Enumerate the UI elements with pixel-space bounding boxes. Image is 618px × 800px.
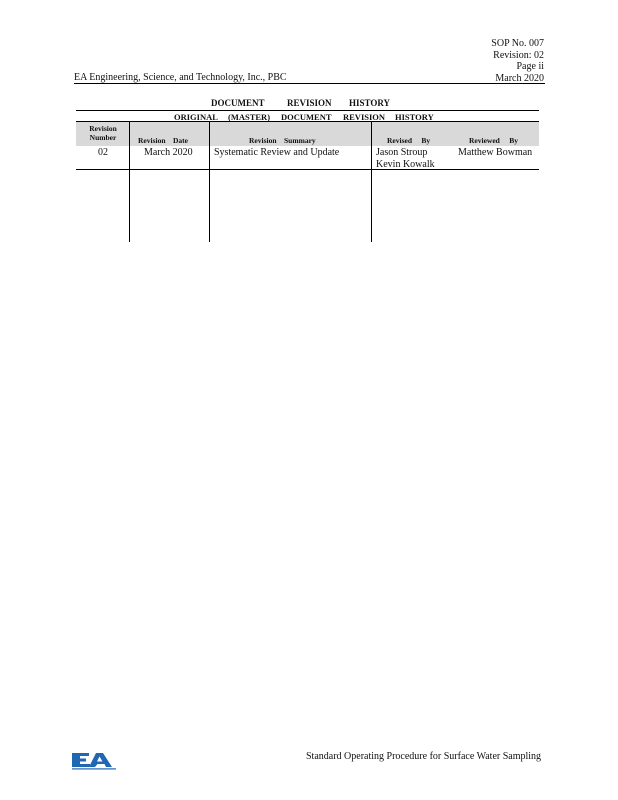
col-header-revised-by: Revised By xyxy=(387,136,431,145)
table-row-reviewed-by: Matthew Bowman xyxy=(458,147,533,158)
table-row-summary: Systematic Review and Update xyxy=(214,147,340,158)
document-date: March 2020 xyxy=(495,72,544,84)
revised-by-name-2: Kevin Kowalk xyxy=(376,158,435,170)
subtitle-master: (MASTER) xyxy=(228,112,271,122)
column-divider-3 xyxy=(371,122,372,242)
column-divider-2 xyxy=(209,122,210,242)
company-name: EA Engineering, Science, and Technology, Inc., PBC xyxy=(74,72,287,83)
subtitle-history: HISTORY xyxy=(395,112,434,122)
table-title-revision: REVISION xyxy=(287,98,332,108)
header-rule xyxy=(74,83,545,84)
col-header-revision-summary: Revision Summary xyxy=(249,136,316,145)
revision-number: Revision: 02 xyxy=(493,49,544,61)
subtitle-document: DOCUMENT xyxy=(281,112,332,122)
col-header-revision-date: Revision Date xyxy=(138,136,189,145)
ea-logo xyxy=(72,750,116,770)
ea-logo-mark xyxy=(72,753,116,770)
column-divider-1 xyxy=(129,122,130,242)
subtitle-original: ORIGINAL xyxy=(174,112,218,122)
subtitle-revision: REVISION xyxy=(343,112,386,122)
table-title-history: HISTORY xyxy=(349,98,391,108)
table-row-number: 02 xyxy=(98,147,108,158)
table-row-revised-by xyxy=(376,147,435,170)
table-top-rule xyxy=(76,110,539,111)
table-row-rule xyxy=(76,169,539,170)
table-title-document: DOCUMENT xyxy=(211,98,265,108)
table-row-date: March 2020 xyxy=(144,147,193,158)
revised-by-name-1: Jason Stroup xyxy=(376,147,428,158)
col-header-revision-number: Revision Number xyxy=(89,124,117,142)
document-header-info xyxy=(491,38,544,84)
footer-document-title: Standard Operating Procedure for Surface Water Sampling xyxy=(306,751,542,762)
page-number: Page ii xyxy=(516,61,544,72)
sop-number: SOP No. 007 xyxy=(491,38,544,49)
col-header-reviewed-by: Reviewed By xyxy=(469,136,518,145)
